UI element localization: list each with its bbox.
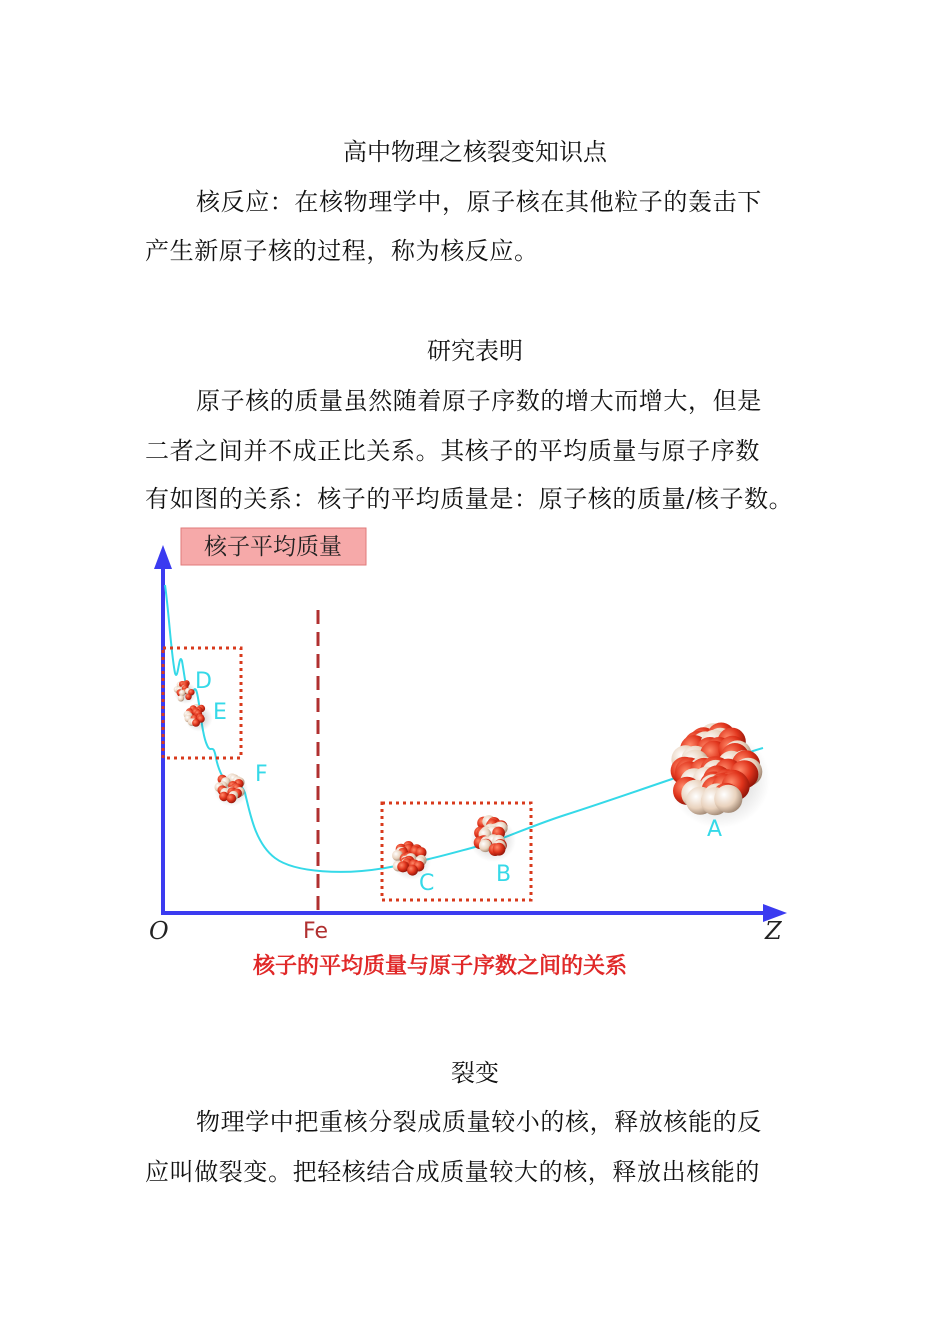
proton-sphere: [398, 861, 409, 872]
nucleus-a-icon: [669, 723, 770, 829]
paragraph-2-line-1: 原子核的质量虽然随着原子序数的增大而增大，但是: [196, 387, 762, 415]
proton-sphere: [493, 843, 506, 856]
paragraph-1-line-2: 产生新原子核的过程，称为核反应。: [145, 237, 539, 265]
nucleus-d-icon: [174, 680, 197, 704]
paragraph-3-line-2: 应叫做裂变。把轻核结合成质量较大的核，释放出核能的: [145, 1158, 760, 1186]
neutron-sphere: [179, 690, 185, 696]
paragraph-2-line-3: 有如图的关系：核子的平均质量是：原子核的质量/核子数。: [145, 485, 794, 513]
point-label-c: C: [419, 871, 435, 896]
proton-sphere: [407, 865, 418, 876]
chart-caption: 核子的平均质量与原子序数之间的关系: [252, 954, 628, 979]
nucleus-f-icon: [214, 773, 249, 806]
point-label-a: A: [707, 817, 723, 842]
nucleon-mass-curve: [165, 585, 763, 872]
point-label-e: E: [213, 700, 227, 725]
nucleus-b-icon: [470, 815, 516, 862]
section-heading-fission: 裂变: [451, 1059, 499, 1087]
paragraph-1-line-1: 核反应：在核物理学中，原子核在其他粒子的轰击下: [196, 188, 762, 216]
proton-sphere: [227, 794, 237, 804]
document-title: 高中物理之核裂变知识点: [343, 138, 607, 166]
point-label-b: B: [496, 862, 512, 887]
section-heading-research: 研究表明: [427, 337, 523, 365]
neutron-sphere: [714, 785, 742, 813]
nucleon-mass-figure: [145, 523, 805, 993]
point-label-d: D: [195, 669, 212, 694]
nucleus-e-icon: [184, 704, 213, 732]
paragraph-3-line-1: 物理学中把重核分裂成质量较小的核，释放核能的反: [196, 1108, 762, 1136]
proton-sphere: [192, 719, 200, 727]
y-axis-label: 核子平均质量: [204, 534, 342, 560]
paragraph-2-line-2: 二者之间并不成正比关系。其核子的平均质量与原子序数: [145, 437, 760, 465]
proton-sphere: [185, 694, 191, 700]
y-axis-arrow: [154, 545, 172, 569]
x-axis-label: Z: [765, 917, 782, 945]
neutron-sphere: [178, 695, 184, 701]
point-label-f: F: [255, 762, 268, 787]
light-nuclei-box: [163, 648, 241, 758]
origin-label: O: [149, 917, 169, 945]
nucleon-mass-chart: [145, 523, 805, 993]
fe-label: Fe: [303, 919, 328, 944]
